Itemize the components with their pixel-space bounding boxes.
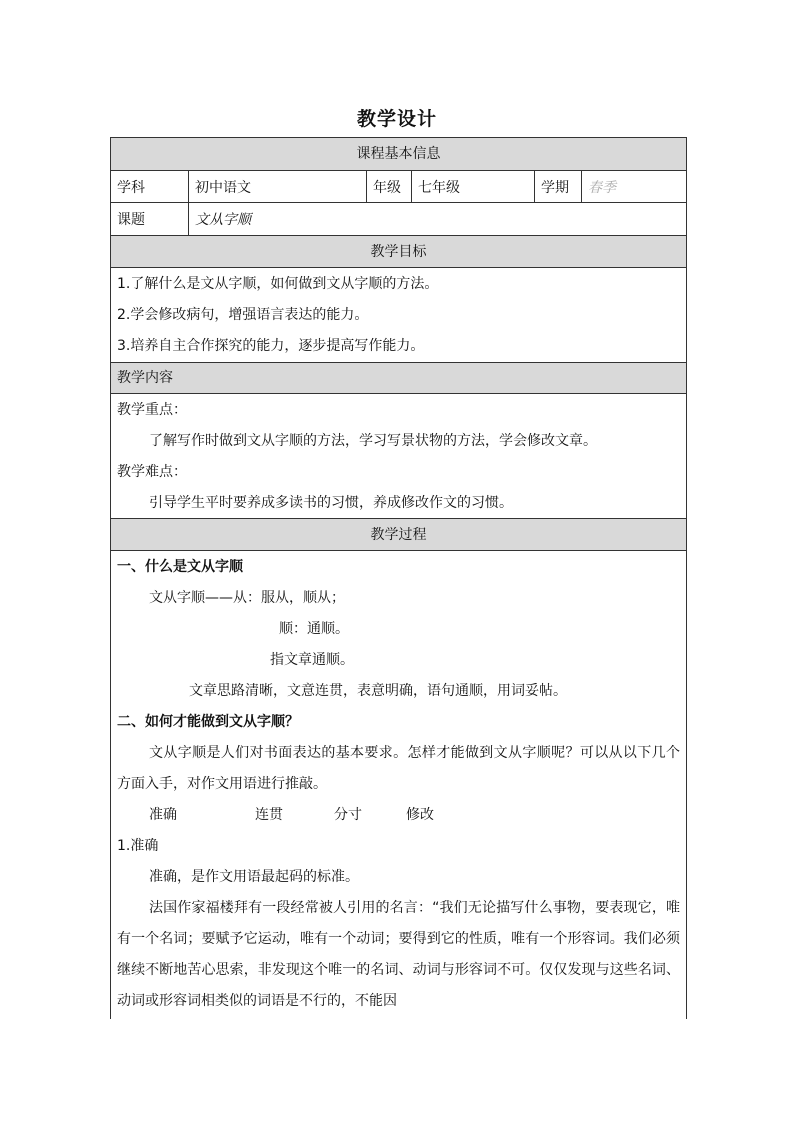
content-header: 教学内容 bbox=[111, 363, 686, 394]
difficulty-text: 引导学生平时要养成多读书的习惯，养成修改作文的习惯。 bbox=[149, 495, 513, 511]
key-point-label: 教学重点： bbox=[117, 402, 187, 418]
quote-paragraph: 法国作家福楼拜有一段经常被人引用的名言：“我们无论描写什么事物，要表现它，唯有一个名词；要赋予它运动，唯有一个动词；要得到它的性质，唯有一个形容词。我们必须继续不断地苦心思索，非发现这个唯一的名词、动词与形容词不可。仅仅发现与这些名词、动词或形容词相类似的词语是不行的，不能因 bbox=[117, 900, 680, 1009]
term-item: 修改 bbox=[406, 807, 434, 823]
topic-row bbox=[111, 203, 686, 236]
definition-line: 指文章通顺。 bbox=[270, 652, 354, 668]
terms-row bbox=[111, 800, 686, 831]
subject-value: 初中语文 bbox=[189, 171, 367, 202]
subsection-title: 1.准确 bbox=[117, 838, 159, 854]
term-value: 春季 bbox=[588, 179, 616, 196]
topic-label: 课题 bbox=[111, 203, 189, 235]
definition-line: 文章思路清晰，文意连贯，表意明确，语句通顺，用词妥帖。 bbox=[189, 683, 567, 699]
content-body bbox=[111, 394, 686, 519]
process-body bbox=[111, 551, 686, 1017]
grade-label: 年级 bbox=[367, 171, 412, 202]
subsection-line: 准确，是作文用语最起码的标准。 bbox=[149, 869, 359, 885]
subject-label: 学科 bbox=[111, 171, 189, 202]
objective-item: 2.学会修改病句，增强语言表达的能力。 bbox=[117, 307, 369, 323]
term-label: 学期 bbox=[535, 171, 582, 202]
objectives-header: 教学目标 bbox=[111, 236, 686, 268]
lesson-plan-table bbox=[110, 137, 687, 1019]
difficulty-label: 教学难点： bbox=[117, 464, 187, 480]
basic-info-header: 课程基本信息 bbox=[111, 138, 686, 171]
term-item: 准确 bbox=[149, 807, 177, 823]
topic-value: 文从字顺 bbox=[195, 212, 251, 228]
term-item: 分寸 bbox=[334, 807, 362, 823]
grade-value: 七年级 bbox=[412, 171, 535, 202]
section1-title: 一、什么是文从字顺 bbox=[117, 559, 243, 575]
section2-title: 二、如何才能做到文从字顺？ bbox=[117, 714, 299, 730]
objective-item: 1.了解什么是文从字顺，如何做到文从字顺的方法。 bbox=[117, 276, 439, 292]
document-title: 教学设计 bbox=[356, 108, 437, 130]
process-header: 教学过程 bbox=[111, 519, 686, 551]
objectives-list bbox=[111, 268, 686, 363]
section2-paragraph: 文从字顺是人们对书面表达的基本要求。怎样才能做到文从字顺呢？可以从以下几个方面入手，对作文用语进行推敲。 bbox=[117, 745, 680, 792]
definition-line: 顺：通顺。 bbox=[279, 621, 349, 637]
definition-line: 文从字顺——从：服从，顺从； bbox=[149, 590, 345, 606]
objective-item: 3.培养自主合作探究的能力，逐步提高写作能力。 bbox=[117, 338, 425, 354]
key-point-text: 了解写作时做到文从字顺的方法，学习写景状物的方法，学会修改文章。 bbox=[149, 433, 597, 449]
term-item: 连贯 bbox=[255, 807, 283, 823]
basic-info-row bbox=[111, 171, 686, 203]
